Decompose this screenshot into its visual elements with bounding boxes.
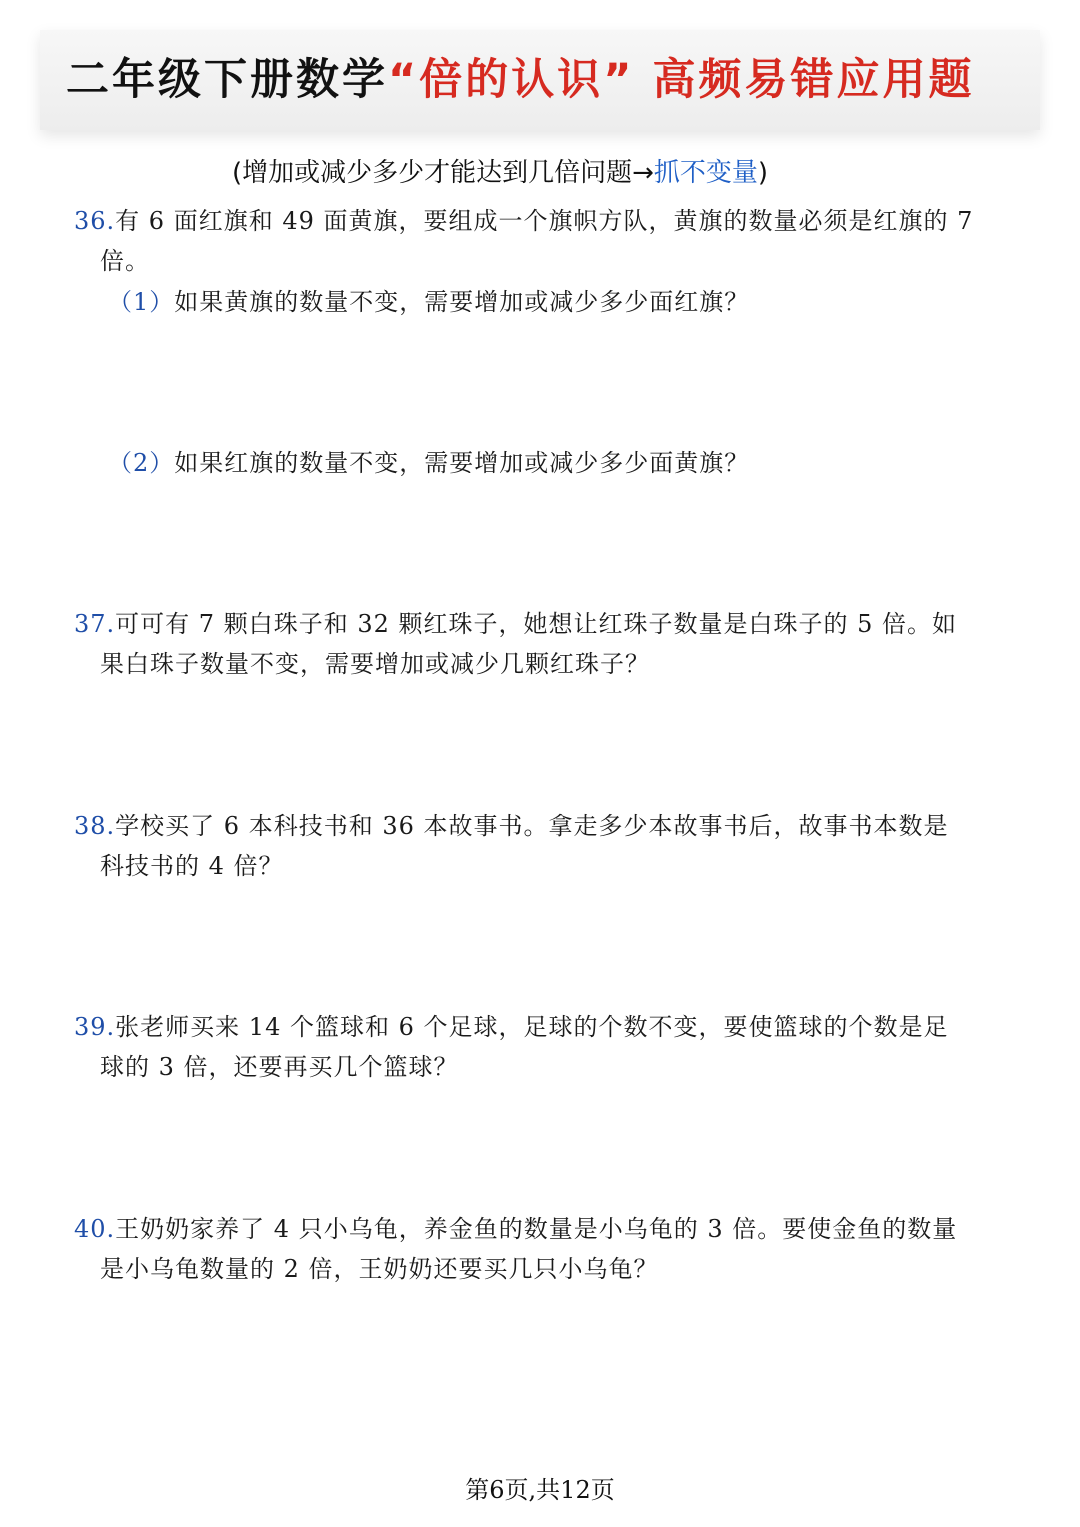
question-line: 王奶奶家养了 4 只小乌龟，养金鱼的数量是小乌龟的 3 倍。要使金鱼的数量 — [115, 1215, 958, 1243]
question-line: 张老师买来 14 个篮球和 6 个足球，足球的个数不变，要使篮球的个数是足 — [115, 1013, 949, 1041]
sub-question-36-1 — [108, 282, 968, 322]
question-number: 36. — [74, 207, 116, 235]
question-38 — [74, 806, 974, 886]
question-line: 倍。 — [100, 247, 150, 275]
page-footer: 第6页,共12页 — [465, 1476, 615, 1504]
section-subtitle — [0, 152, 1000, 189]
sub-question-36-2 — [108, 443, 968, 483]
question-39 — [74, 1007, 974, 1087]
subtitle-prefix: (增加或减少多少才能达到几倍问题→ — [231, 158, 654, 188]
question-number: 38. — [74, 812, 116, 840]
question-40 — [74, 1209, 974, 1289]
title-grade: 二年级下册数学 — [66, 55, 388, 105]
question-number: 40. — [74, 1215, 116, 1243]
question-line: 可可有 7 颗白珠子和 32 颗红珠子，她想让红珠子数量是白珠子的 5 倍。如 — [115, 610, 958, 638]
question-line: 科技书的 4 倍？ — [100, 852, 284, 880]
question-number: 37. — [74, 610, 116, 638]
sub-question-index: （2） — [108, 449, 175, 477]
subtitle-suffix: ) — [757, 158, 769, 188]
sub-question-index: （1） — [108, 288, 175, 316]
question-number: 39. — [74, 1013, 116, 1041]
title-topic: “倍的认识” — [388, 55, 635, 105]
page-title — [66, 46, 1026, 107]
title-kind: 高频易错应用题 — [652, 55, 975, 105]
question-36 — [74, 201, 974, 281]
subtitle-highlight: 抓不变量 — [653, 158, 758, 188]
question-line: 是小乌龟数量的 2 倍，王奶奶还要买几只小乌龟？ — [100, 1255, 659, 1283]
question-37 — [74, 604, 974, 684]
sub-question-text: 如果黄旗的数量不变，需要增加或减少多少面红旗？ — [174, 288, 750, 316]
question-line: 球的 3 倍，还要再买几个篮球？ — [100, 1053, 459, 1081]
question-line: 果白珠子数量不变，需要增加或减少几颗红珠子？ — [100, 650, 650, 678]
question-line: 学校买了 6 本科技书和 36 本故事书。拿走多少本故事书后，故事书本数是 — [115, 812, 949, 840]
question-line: 有 6 面红旗和 49 面黄旗，要组成一个旗帜方队，黄旗的数量必须是红旗的 7 — [115, 207, 974, 235]
sub-question-text: 如果红旗的数量不变，需要增加或减少多少面黄旗？ — [174, 449, 750, 477]
